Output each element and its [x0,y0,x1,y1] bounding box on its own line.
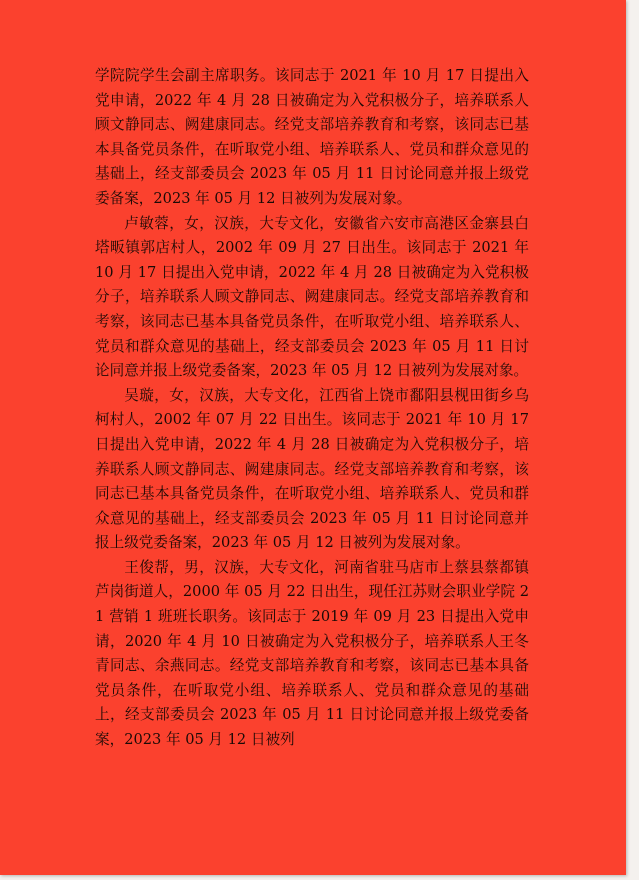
paragraph-1: 学院院学生会副主席职务。该同志于 2021 年 10 月 17 日提出入党申请，2022 年 4 月 28 日被确定为入党积极分子，培养联系人顾文静同志、阙建康同志。经党支部培养教育和考察，该同志已基本具备党员条件，在听取党小组、培养联系人、党员和群众意见的基础上，经支部委员会 2023 年 05 月 11 日讨论同意并报上级党委备案，2023 年 05 月 12 日被列为发展对象。 [95,67,529,207]
paragraph-4: 王俊帮，男，汉族，大专文化，河南省驻马店市上蔡县蔡都镇芦岗街道人，2000 年 05 月 22 日出生，现任江苏财会职业学院 21 营销 1 班班长职务。该同志于 2019 年 09 月 23 日提出入党申请，2020 年 4 月 10 日被确定为入党积极分子，培养联系人王冬青同志、余燕同志。经党支部培养教育和考察，该同志已基本具备党员条件，在听取党小组、培养联系人、党员和群众意见的基础上，经支部委员会 2023 年 05 月 11 日讨论同意并报上级党委备案，2023 年 05 月 12 日被列 [95,558,529,749]
paragraph-3: 吴璇，女，汉族，大专文化，江西省上饶市鄱阳县枧田街乡乌柯村人，2002 年 07 月 22 日出生。该同志于 2021 年 10 月 17 日提出入党申请，2022 年 4 月 28 日被确定为入党积极分子，培养联系人顾文静同志、阙建康同志。经党支部培养教育和考察，该同志已基本具备党员条件，在听取党小组、培养联系人、党员和群众意见的基础上，经支部委员会 2023 年 05 月 11 日讨论同意并报上级党委备案，2023 年 05 月 12 日被列为发展对象。 [95,386,529,552]
document-body [95,64,529,753]
paragraph-2: 卢敏蓉，女，汉族，大专文化，安徽省六安市高港区金寨县白塔畈镇郭店村人，2002 年 09 月 27 日出生。该同志于 2021 年 10 月 17 日提出入党申请，2022 年 4 月 28 日被确定为入党积极分子，培养联系人顾文静同志、阙建康同志。经党支部培养教育和考察，该同志已基本具备党员条件，在听取党小组、培养联系人、党员和群众意见的基础上，经支部委员会 2023 年 05 月 11 日讨论同意并报上级党委备案，2023 年 05 月 12 日被列为发展对象。 [95,214,529,380]
